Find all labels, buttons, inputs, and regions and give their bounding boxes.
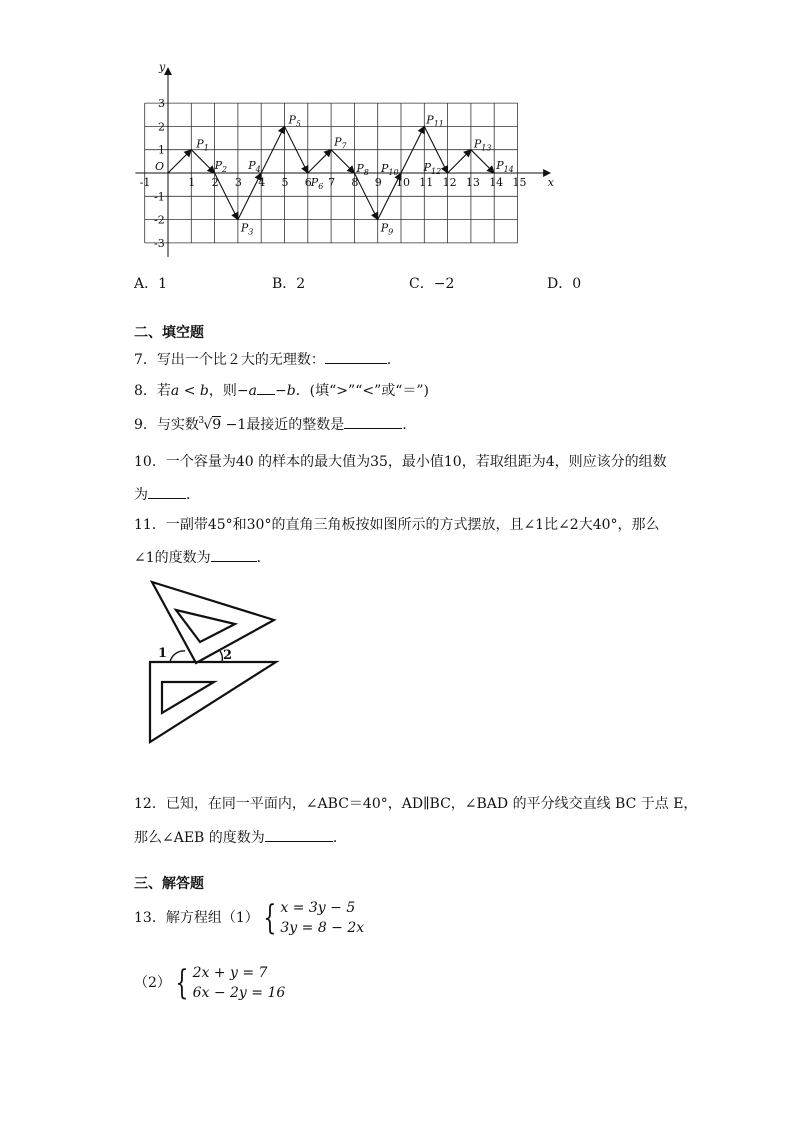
x-tick-label: 10	[396, 176, 410, 189]
y-tick-label: -3	[154, 236, 165, 250]
x-tick-label: 4	[258, 176, 266, 189]
x-tick-label: 3	[234, 176, 242, 189]
point-label: $P_5$	[288, 113, 301, 129]
point-label: $P_1$	[196, 137, 209, 153]
point-label: $P_{12}$	[423, 161, 442, 176]
point-label: $P_7$	[334, 135, 347, 151]
point-label: $P_4$	[248, 159, 261, 174]
question-10-line1: 10．一个容量为40 的样本的最大值为35，最小值10，若取组距为4，则应该分的组数	[134, 454, 667, 470]
y-axis-label: y	[159, 60, 166, 74]
question-9: 9．与实数 3 √9 −1最接近的整数是 ．	[134, 416, 417, 433]
upper-triangle-outer	[152, 582, 274, 663]
point-label: $P_8$	[356, 162, 369, 177]
point-label: $P_{10}$	[381, 162, 399, 177]
angle-arc-1	[170, 651, 185, 662]
coordinate-graph	[0, 0, 794, 270]
path-segment	[308, 150, 331, 173]
question-12-line2: 那么∠AEB 的度数为 ．	[134, 827, 347, 847]
question-13-part2: （2） { 2x + y = 7 6x − 2y = 16	[134, 963, 286, 1003]
y-tick-label: -2	[154, 213, 165, 227]
option-b: B．2	[272, 276, 306, 292]
axes	[135, 68, 550, 257]
y-tick-label: 3	[158, 97, 165, 111]
lower-triangle-inner	[162, 682, 214, 713]
lower-triangle-outer	[150, 662, 276, 742]
x-tick-label: 8	[351, 176, 359, 189]
point-label: $P_{11}$	[426, 113, 444, 129]
option-c: C．−2	[409, 276, 455, 292]
x-tick-label: 15	[512, 176, 527, 189]
point-label: $P_{13}$	[473, 137, 492, 153]
x-tick-label: 7	[328, 176, 336, 189]
x-tick-label: 9	[374, 176, 382, 189]
x-axis-label: x	[547, 176, 555, 189]
graph-labels	[140, 60, 555, 249]
origin-label: O	[155, 160, 165, 173]
x-tick-label: 1	[188, 176, 196, 189]
x-tick-label: 13	[465, 176, 480, 189]
y-tick-label: -1	[154, 190, 165, 204]
question-7: 7．写出一个比２大的无理数： ．	[134, 349, 401, 369]
question-11-line1: 11．一副带45°和30°的直角三角板按如图所示的方式摆放，且∠1比∠2大40°，那么	[134, 517, 660, 533]
x-tick-label: 12	[442, 176, 457, 189]
option-d: D．0	[547, 276, 582, 292]
path-segment	[191, 150, 214, 173]
equation-system-2: 2x + y = 7 6x − 2y = 16	[192, 965, 286, 1001]
triangles-figure	[140, 575, 290, 750]
path-segment	[331, 150, 354, 173]
point-label: $P_9$	[380, 221, 394, 237]
question-11-line2: ∠1的度数为 ．	[134, 547, 271, 567]
point-label: $P_{14}$	[496, 159, 514, 174]
x-tick-label: 6	[304, 176, 312, 189]
x-tick-label: 2	[211, 176, 219, 189]
x-tick-label: 14	[489, 176, 504, 189]
y-tick-label: 1	[158, 143, 165, 157]
section2-title: 二、填空题	[134, 325, 204, 341]
path-segment	[168, 150, 191, 173]
upper-triangle-inner	[176, 610, 235, 642]
question-10-line2: 为 ．	[134, 484, 200, 504]
x-tick-label: -1	[139, 176, 151, 189]
point-label: $P_2$	[214, 159, 228, 174]
question-13-part1: 13．解方程组（1） { x = 3y − 5 3y = 8 − 2x	[134, 898, 365, 938]
path-segment	[448, 150, 471, 173]
option-a: A．1	[134, 276, 168, 292]
x-tick-label: 11	[419, 176, 434, 189]
x-tick-label: 5	[281, 176, 289, 189]
equation-system-1: x = 3y − 5 3y = 8 − 2x	[280, 900, 365, 936]
section3-title: 三、解答题	[134, 876, 204, 892]
point-label: $P_6$	[310, 176, 324, 191]
cube-root: 3 √9	[198, 416, 222, 433]
question-8: 8．若a < b，则−a −b．(填“>”“<”或“＝”)	[134, 380, 429, 400]
y-tick-label: 2	[158, 120, 165, 134]
question-12-line1: 12．已知，在同一平面内，∠ABC＝40°，AD∥BC，∠BAD 的平分线交直线 BC 于点 E，	[134, 796, 698, 812]
point-label: $P_3$	[240, 221, 254, 237]
angle-label-1: 1	[158, 646, 168, 661]
path-segment	[471, 150, 494, 173]
angle-label-2: 2	[223, 648, 233, 663]
